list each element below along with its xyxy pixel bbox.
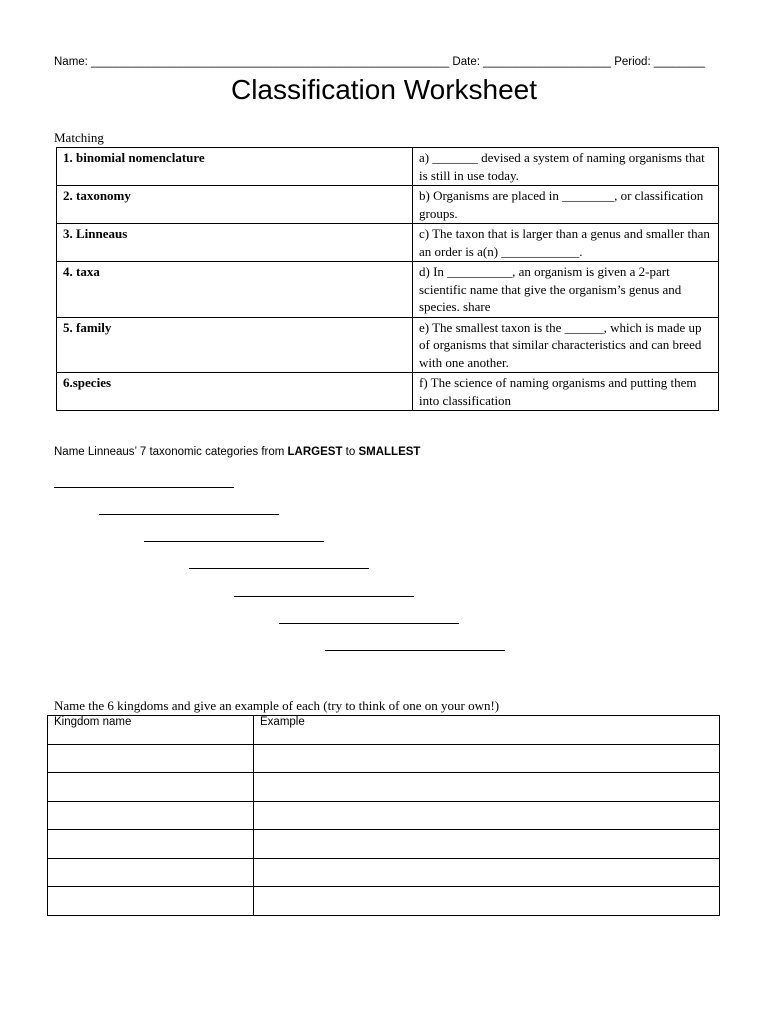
example-cell[interactable] bbox=[254, 801, 720, 830]
kingdom-name-header: Kingdom name bbox=[48, 716, 254, 745]
answer-line[interactable] bbox=[189, 568, 369, 569]
example-cell[interactable] bbox=[254, 773, 720, 802]
kingdom-cell[interactable] bbox=[48, 887, 254, 916]
prompt-to: to bbox=[342, 446, 359, 458]
table-row bbox=[57, 224, 719, 262]
table-row bbox=[48, 858, 720, 887]
kingdoms-table bbox=[47, 715, 720, 916]
term-cell: 1. binomial nomenclature bbox=[57, 148, 413, 186]
table-row bbox=[57, 317, 719, 373]
definition-cell: a) _______ devised a system of naming organisms that is still in use today. bbox=[413, 148, 719, 186]
example-header: Example bbox=[254, 716, 720, 745]
example-cell[interactable] bbox=[254, 887, 720, 916]
definition-cell: d) In __________, an organism is given a 2-part scientific name that give the organism’s genus and species. share bbox=[413, 262, 719, 318]
largest-word: LARGEST bbox=[287, 446, 343, 458]
term-cell: 5. family bbox=[57, 317, 413, 373]
answer-line[interactable] bbox=[234, 596, 414, 597]
definition-cell: b) Organisms are placed in ________, or classification groups. bbox=[413, 186, 719, 224]
matching-table bbox=[56, 147, 719, 411]
answer-line[interactable] bbox=[144, 541, 324, 542]
table-row bbox=[48, 887, 720, 916]
table-header-row bbox=[48, 716, 720, 745]
term-cell: 2. taxonomy bbox=[57, 186, 413, 224]
answer-line[interactable] bbox=[325, 650, 505, 651]
example-cell[interactable] bbox=[254, 858, 720, 887]
kingdom-cell[interactable] bbox=[48, 744, 254, 773]
table-row bbox=[48, 801, 720, 830]
table-row bbox=[48, 773, 720, 802]
example-cell[interactable] bbox=[254, 830, 720, 859]
header-name-date-period: Name: ________________________________________________________ Date: ____________________ Period: ________ bbox=[54, 56, 706, 68]
definition-cell: f) The science of naming organisms and putting them into classification bbox=[413, 373, 719, 411]
answer-line[interactable] bbox=[99, 514, 279, 515]
kingdom-cell[interactable] bbox=[48, 801, 254, 830]
table-row bbox=[48, 744, 720, 773]
term-cell: 6.species bbox=[57, 373, 413, 411]
definition-cell: c) The taxon that is larger than a genus and smaller than an order is a(n) ____________. bbox=[413, 224, 719, 262]
taxonomic-categories-prompt bbox=[54, 446, 420, 458]
kingdom-cell[interactable] bbox=[48, 773, 254, 802]
term-cell: 3. Linneaus bbox=[57, 224, 413, 262]
example-cell[interactable] bbox=[254, 744, 720, 773]
definition-cell: e) The smallest taxon is the ______, which is made up of organisms that similar characteristics and can breed with one another. bbox=[413, 317, 719, 373]
answer-line[interactable] bbox=[279, 623, 459, 624]
table-row bbox=[48, 830, 720, 859]
smallest-word: SMALLEST bbox=[358, 446, 421, 458]
table-row bbox=[57, 186, 719, 224]
table-row bbox=[57, 262, 719, 318]
term-cell: 4. taxa bbox=[57, 262, 413, 318]
answer-line[interactable] bbox=[54, 487, 234, 488]
kingdom-cell[interactable] bbox=[48, 858, 254, 887]
kingdoms-prompt: Name the 6 kingdoms and give an example of each (try to think of one on your own!) bbox=[54, 698, 500, 713]
page-title: Classification Worksheet bbox=[230, 74, 538, 105]
prompt-text: Name Linneaus’ 7 taxonomic categories from bbox=[54, 446, 288, 458]
table-row bbox=[57, 148, 719, 186]
matching-label: Matching bbox=[54, 130, 104, 145]
kingdom-cell[interactable] bbox=[48, 830, 254, 859]
table-row bbox=[57, 373, 719, 411]
